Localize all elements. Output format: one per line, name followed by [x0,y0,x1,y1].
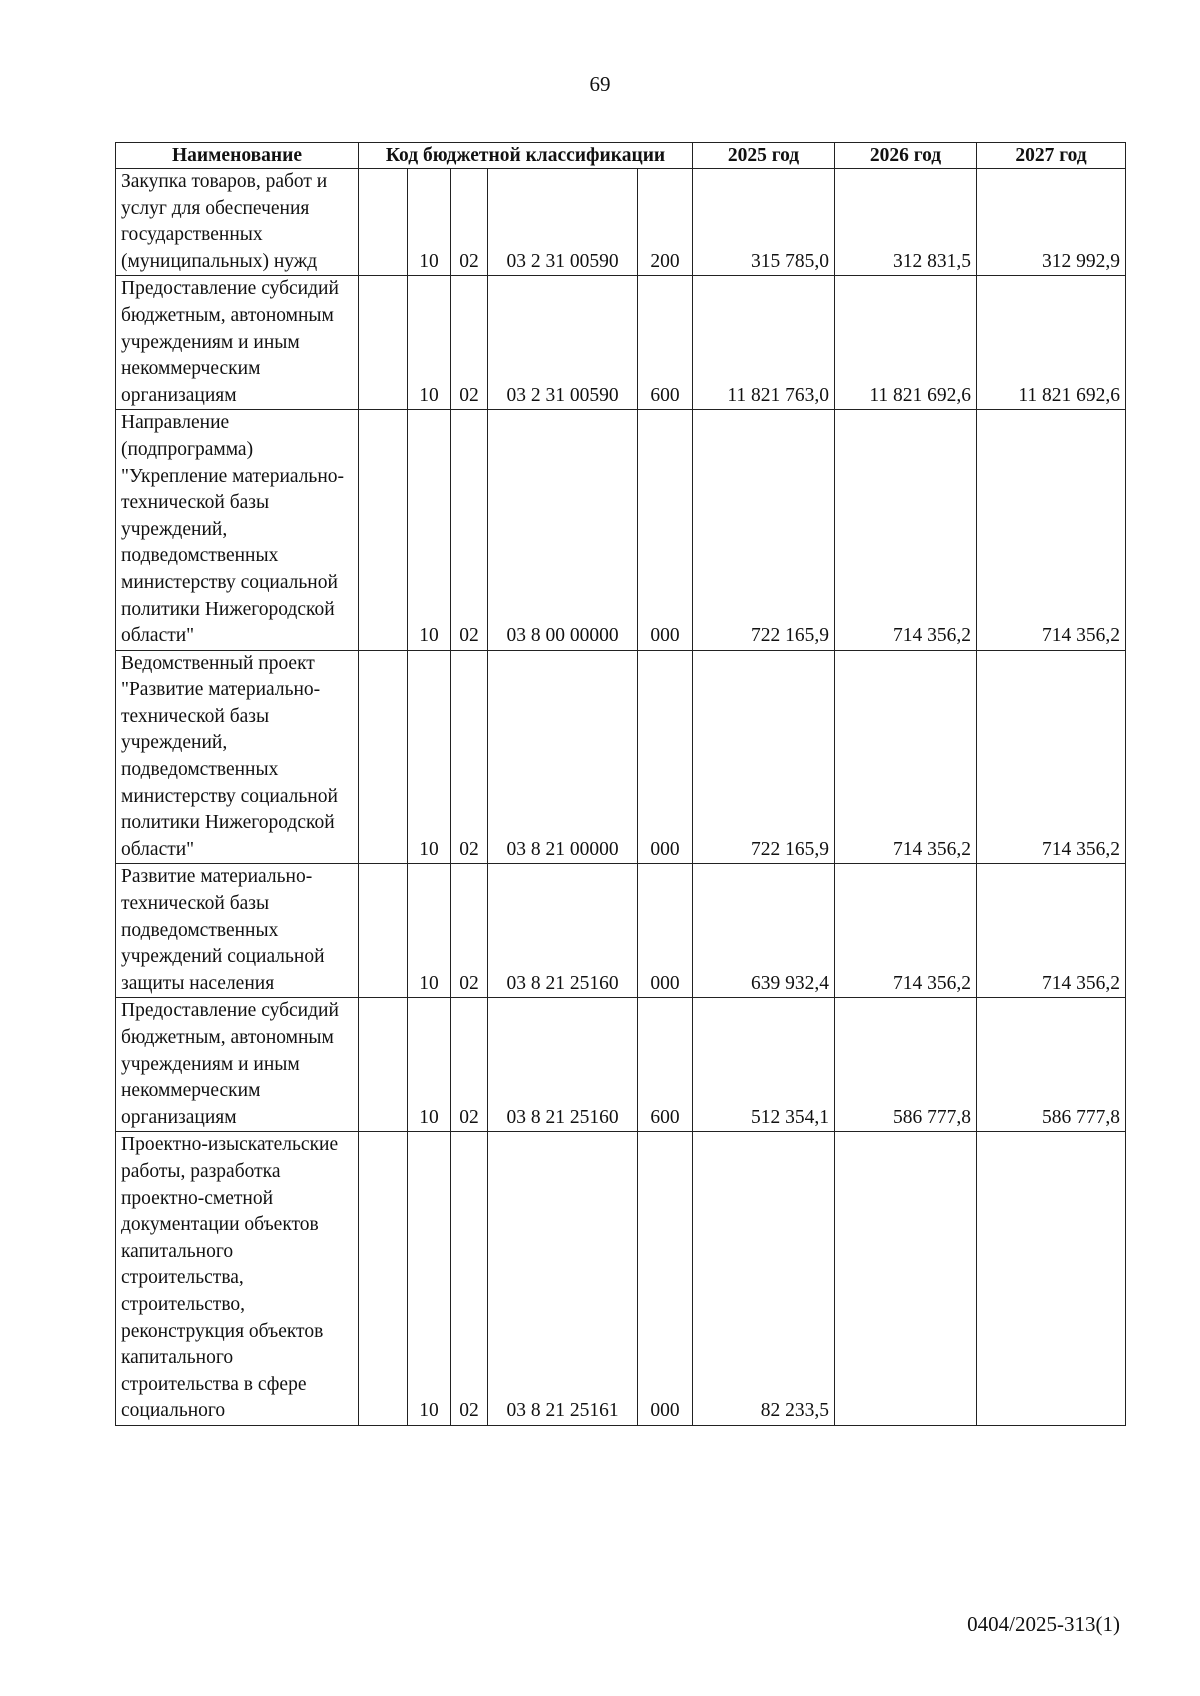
blank-cell [359,410,408,650]
row-2027: 586 777,8 [977,998,1126,1132]
row-podrazdel: 02 [451,1132,488,1426]
row-vr: 200 [638,169,693,276]
table-row [116,1132,1126,1426]
table-row [116,650,1126,864]
row-2025: 11 821 763,0 [693,276,835,410]
row-2027: 714 356,2 [977,864,1126,998]
page-number: 69 [589,72,611,96]
row-2027 [977,1132,1126,1426]
row-2026: 714 356,2 [835,864,977,998]
row-csr: 03 8 21 25160 [488,864,638,998]
row-podrazdel: 02 [451,864,488,998]
row-name: Проектно-изыскательские работы, разработка проектно-сметной документации объектов капитального строительства, строительство, реконструкция объектов капитального строительства в сфере социального [116,1132,359,1426]
row-vr: 600 [638,998,693,1132]
table-row [116,169,1126,276]
row-vr: 600 [638,276,693,410]
row-podrazdel: 02 [451,650,488,864]
row-vr: 000 [638,1132,693,1426]
row-2025: 722 165,9 [693,410,835,650]
row-2027: 11 821 692,6 [977,276,1126,410]
blank-cell [359,276,408,410]
blank-cell [359,998,408,1132]
table-row [116,276,1126,410]
blank-cell [359,1132,408,1426]
row-name: Предоставление субсидий бюджетным, автономным учреждениям и иным некоммерческим организациям [116,998,359,1132]
row-podrazdel: 02 [451,276,488,410]
row-podrazdel: 02 [451,169,488,276]
row-name: Направление (подпрограмма) "Укрепление материально-технической базы учреждений, подведомственных министерству социальной политики Нижегородской области" [116,410,359,650]
row-vr: 000 [638,650,693,864]
header-name: Наименование [116,143,359,169]
row-razdel: 10 [408,169,451,276]
table-row [116,864,1126,998]
row-csr: 03 2 31 00590 [488,169,638,276]
row-2025: 722 165,9 [693,650,835,864]
header-2027: 2027 год [977,143,1126,169]
row-2027: 714 356,2 [977,650,1126,864]
row-name: Предоставление субсидий бюджетным, автономным учреждениям и иным некоммерческим организациям [116,276,359,410]
row-2026: 714 356,2 [835,650,977,864]
row-name: Закупка товаров, работ и услуг для обеспечения государственных (муниципальных) нужд [116,169,359,276]
row-2026 [835,1132,977,1426]
blank-cell [359,864,408,998]
row-razdel: 10 [408,998,451,1132]
row-csr: 03 8 00 00000 [488,410,638,650]
row-podrazdel: 02 [451,410,488,650]
row-podrazdel: 02 [451,998,488,1132]
row-2026: 714 356,2 [835,410,977,650]
row-razdel: 10 [408,410,451,650]
budget-table [115,142,1126,1426]
row-vr: 000 [638,864,693,998]
row-name: Развитие материально-технической базы подведомственных учреждений социальной защиты населения [116,864,359,998]
table-row [116,410,1126,650]
header-2025: 2025 год [693,143,835,169]
table-row [116,998,1126,1132]
row-2025: 512 354,1 [693,998,835,1132]
row-vr: 000 [638,410,693,650]
row-2027: 312 992,9 [977,169,1126,276]
table-header-row [116,143,1126,169]
blank-cell [359,650,408,864]
row-name: Ведомственный проект "Развитие материально-технической базы учреждений, подведомственных министерству социальной политики Нижегородской области" [116,650,359,864]
row-csr: 03 2 31 00590 [488,276,638,410]
row-csr: 03 8 21 00000 [488,650,638,864]
row-razdel: 10 [408,650,451,864]
row-razdel: 10 [408,864,451,998]
row-2026: 586 777,8 [835,998,977,1132]
document-code: 0404/2025-313(1) [967,1612,1120,1636]
row-2026: 11 821 692,6 [835,276,977,410]
row-2025: 315 785,0 [693,169,835,276]
row-2027: 714 356,2 [977,410,1126,650]
row-2025: 639 932,4 [693,864,835,998]
row-razdel: 10 [408,276,451,410]
row-csr: 03 8 21 25160 [488,998,638,1132]
header-2026: 2026 год [835,143,977,169]
blank-cell [359,169,408,276]
row-csr: 03 8 21 25161 [488,1132,638,1426]
header-code: Код бюджетной классификации [359,143,693,169]
row-razdel: 10 [408,1132,451,1426]
row-2025: 82 233,5 [693,1132,835,1426]
row-2026: 312 831,5 [835,169,977,276]
